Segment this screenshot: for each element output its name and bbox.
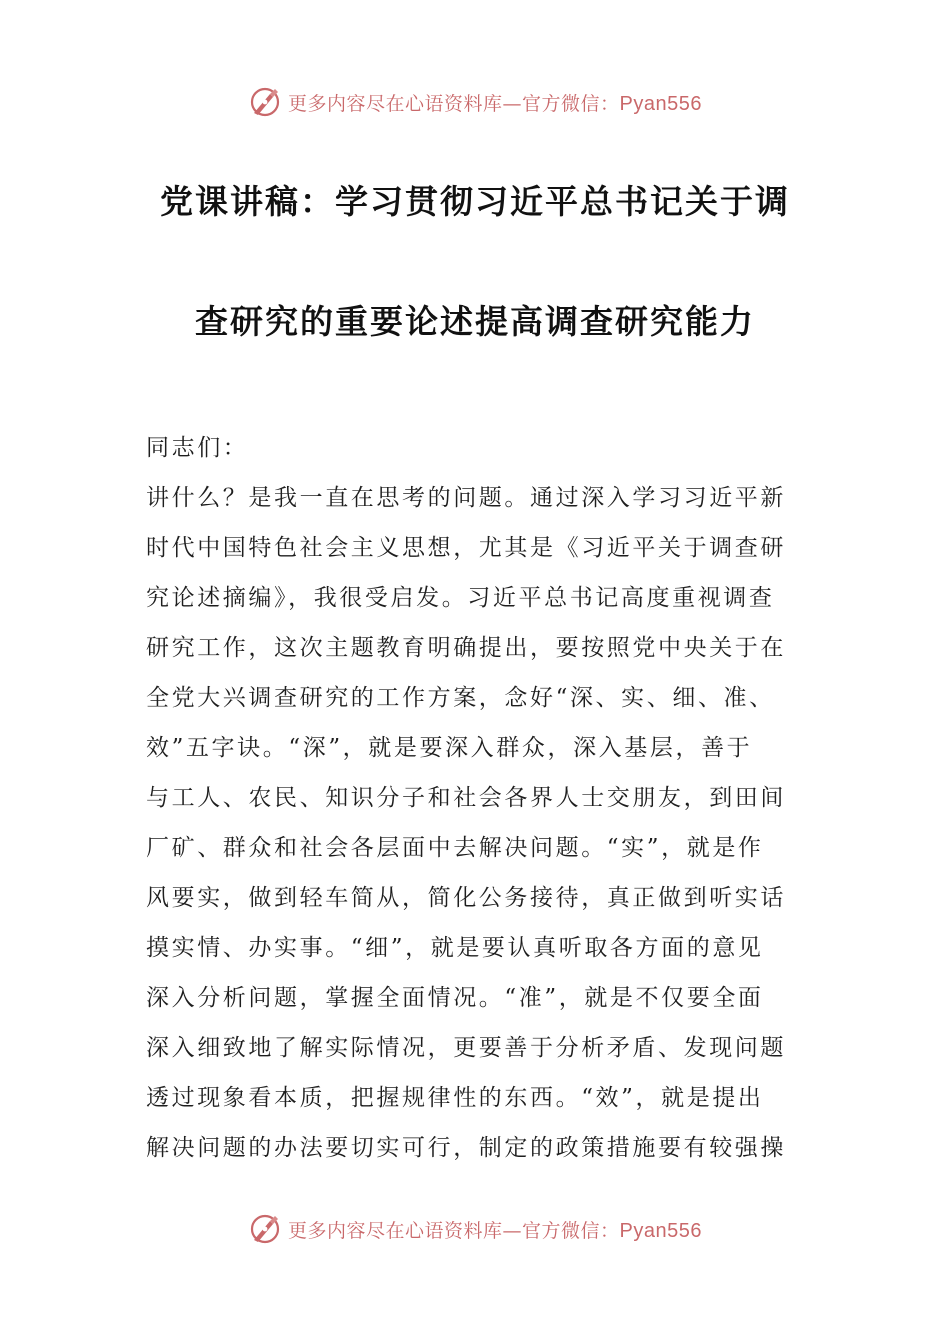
body-line: 厂矿、群众和社会各层面中去解决问题。“实”，就是作 — [146, 835, 764, 861]
watermark-brand: 更多内容尽在心语资料库 — [288, 1219, 503, 1242]
body-line: 深入分析问题，掌握全面情况。“准”，就是不仅要全面 — [146, 985, 764, 1011]
watermark-text — [288, 1216, 702, 1243]
body-line: 讲什么？是我一直在思考的问题。通过深入学习习近平新 — [146, 485, 786, 511]
body-line: 风要实，做到轻车简从，简化公务接待，真正做到听实话 — [146, 885, 786, 911]
body-line: 与工人、农民、知识分子和社会各界人士交朋友，到田间 — [146, 785, 786, 811]
watermark-contact-id: Pyan556 — [619, 1219, 702, 1242]
body-line: 摸实情、办实事。“细”，就是要认真听取各方面的意见 — [146, 935, 764, 961]
watermark-dash: — — [502, 1219, 523, 1242]
watermark-dash: — — [502, 92, 523, 115]
body-line: 解决问题的办法要切实可行，制定的政策措施要有较强操 — [146, 1135, 786, 1161]
body-line: 研究工作，这次主题教育明确提出，要按照党中央关于在 — [146, 635, 786, 661]
pen-circle-logo-icon — [248, 1212, 282, 1246]
body-line: 效”五字诀。“深”，就是要深入群众，深入基层，善于 — [146, 735, 753, 761]
document-title-line-1: 党课讲稿：学习贯彻习近平总书记关于调 — [160, 182, 790, 221]
watermark-text — [288, 89, 702, 116]
document-body — [146, 430, 806, 1180]
watermark-brand: 更多内容尽在心语资料库 — [288, 92, 503, 115]
document-title-line-2: 查研究的重要论述提高调查研究能力 — [195, 302, 755, 341]
footer-watermark — [0, 1211, 950, 1247]
body-line: 时代中国特色社会主义思想，尤其是《习近平关于调查研 — [146, 535, 786, 561]
watermark-contact-label: 官方微信： — [522, 1219, 620, 1242]
body-line: 透过现象看本质，把握规律性的东西。“效”，就是提出 — [146, 1085, 764, 1111]
header-watermark — [0, 84, 950, 120]
pen-circle-logo-icon — [248, 85, 282, 119]
body-line: 全党大兴调查研究的工作方案，念好“深、实、细、准、 — [146, 685, 775, 711]
watermark-contact-label: 官方微信： — [522, 92, 620, 115]
salutation: 同志们： — [146, 435, 249, 461]
body-line: 深入细致地了解实际情况，更要善于分析矛盾、发现问题 — [146, 1035, 786, 1061]
body-line: 究论述摘编》，我很受启发。习近平总书记高度重视调查 — [146, 585, 775, 611]
watermark-contact-id: Pyan556 — [619, 92, 702, 115]
